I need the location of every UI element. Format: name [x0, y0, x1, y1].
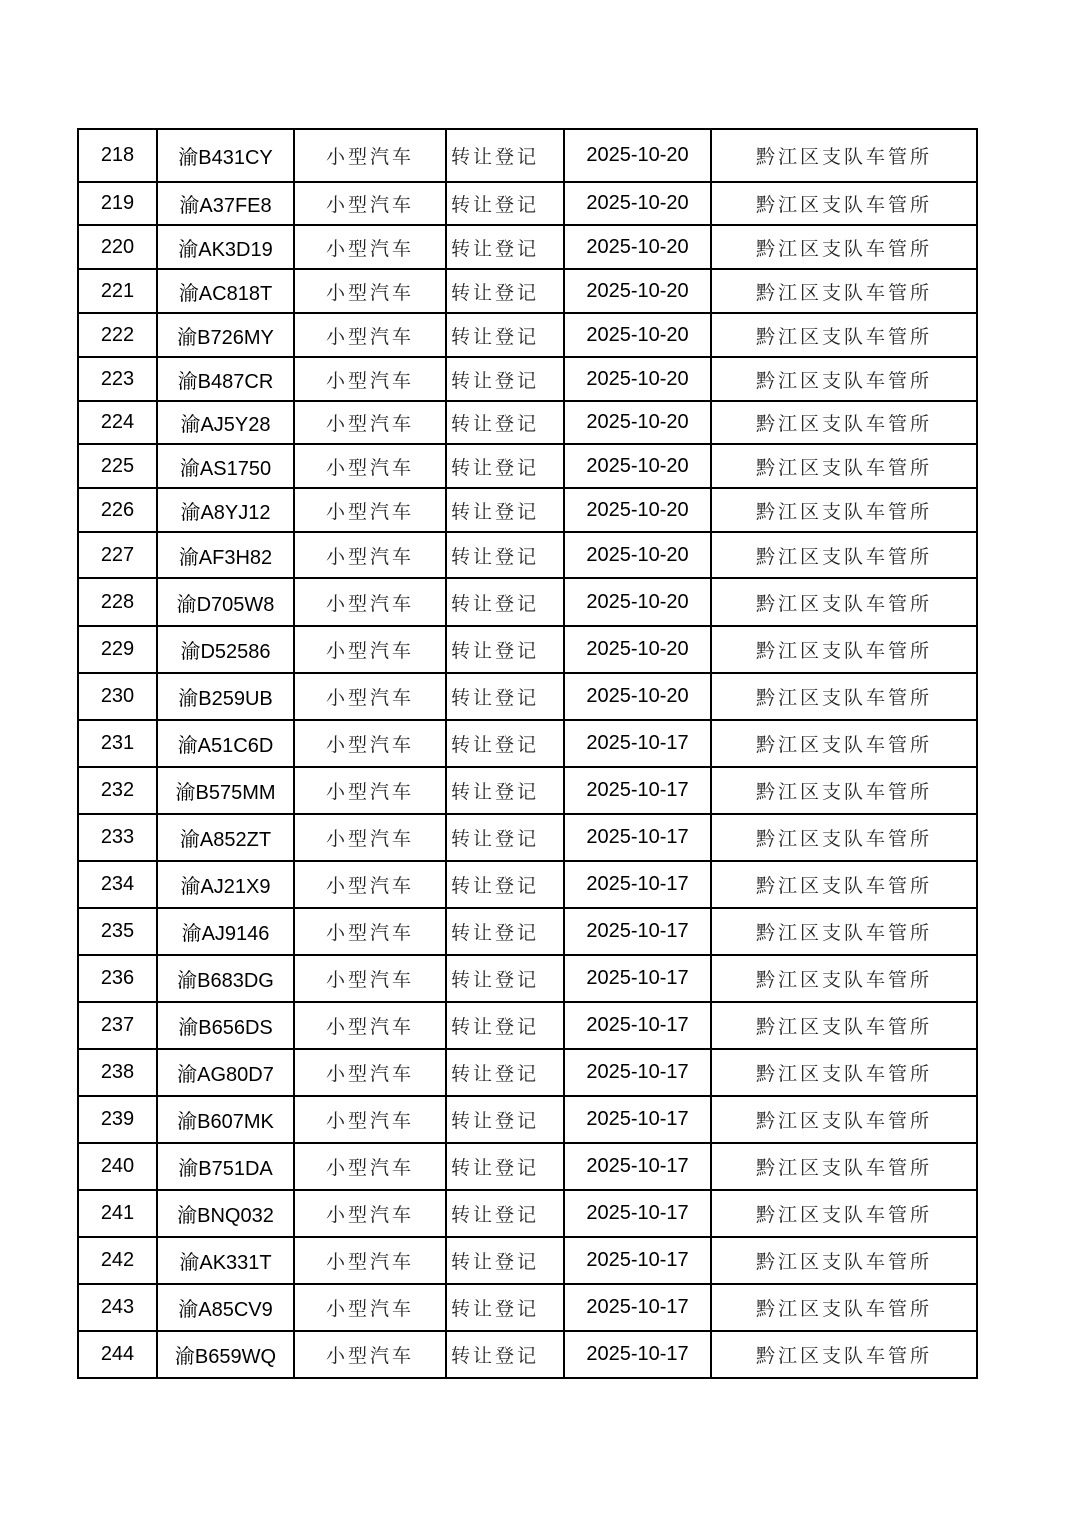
cell-business-type: 转让登记	[446, 861, 564, 908]
table-row	[78, 1096, 977, 1143]
cell-vehicle-type: 小型汽车	[294, 269, 446, 313]
cell-no: 236	[78, 955, 157, 1002]
cell-no: 241	[78, 1190, 157, 1237]
cell-office: 黔江区支队车管所	[711, 225, 977, 269]
cell-vehicle-type: 小型汽车	[294, 1284, 446, 1331]
cell-no: 244	[78, 1331, 157, 1378]
cell-plate: 渝D705W8	[157, 578, 294, 626]
cell-office: 黔江区支队车管所	[711, 532, 977, 578]
cell-plate: 渝B659WQ	[157, 1331, 294, 1378]
table-row	[78, 1049, 977, 1096]
cell-business-type: 转让登记	[446, 1284, 564, 1331]
cell-plate: 渝B607MK	[157, 1096, 294, 1143]
cell-no: 238	[78, 1049, 157, 1096]
table-row	[78, 444, 977, 488]
cell-date: 2025-10-20	[564, 401, 711, 444]
cell-no: 232	[78, 767, 157, 814]
cell-vehicle-type: 小型汽车	[294, 1331, 446, 1378]
cell-vehicle-type: 小型汽车	[294, 488, 446, 532]
cell-date: 2025-10-20	[564, 578, 711, 626]
cell-no: 221	[78, 269, 157, 313]
cell-vehicle-type: 小型汽车	[294, 578, 446, 626]
cell-date: 2025-10-17	[564, 861, 711, 908]
cell-vehicle-type: 小型汽车	[294, 1143, 446, 1190]
cell-no: 229	[78, 626, 157, 673]
cell-business-type: 转让登记	[446, 814, 564, 861]
cell-office: 黔江区支队车管所	[711, 1284, 977, 1331]
cell-office: 黔江区支队车管所	[711, 488, 977, 532]
cell-office: 黔江区支队车管所	[711, 908, 977, 955]
cell-plate: 渝AJ9146	[157, 908, 294, 955]
cell-vehicle-type: 小型汽车	[294, 908, 446, 955]
cell-date: 2025-10-20	[564, 313, 711, 357]
records-table	[77, 128, 978, 1379]
cell-business-type: 转让登记	[446, 673, 564, 720]
cell-vehicle-type: 小型汽车	[294, 1049, 446, 1096]
table-row	[78, 908, 977, 955]
cell-business-type: 转让登记	[446, 1190, 564, 1237]
cell-office: 黔江区支队车管所	[711, 1143, 977, 1190]
cell-no: 224	[78, 401, 157, 444]
cell-date: 2025-10-17	[564, 1331, 711, 1378]
cell-no: 228	[78, 578, 157, 626]
cell-no: 220	[78, 225, 157, 269]
cell-plate: 渝AK3D19	[157, 225, 294, 269]
table-row	[78, 532, 977, 578]
table-row	[78, 225, 977, 269]
cell-plate: 渝B656DS	[157, 1002, 294, 1049]
cell-office: 黔江区支队车管所	[711, 313, 977, 357]
cell-business-type: 转让登记	[446, 129, 564, 182]
table-row	[78, 313, 977, 357]
cell-date: 2025-10-17	[564, 908, 711, 955]
table-row	[78, 357, 977, 401]
cell-office: 黔江区支队车管所	[711, 182, 977, 225]
cell-business-type: 转让登记	[446, 357, 564, 401]
table-row	[78, 1143, 977, 1190]
cell-office: 黔江区支队车管所	[711, 814, 977, 861]
cell-date: 2025-10-17	[564, 955, 711, 1002]
cell-business-type: 转让登记	[446, 532, 564, 578]
cell-date: 2025-10-20	[564, 673, 711, 720]
cell-vehicle-type: 小型汽车	[294, 626, 446, 673]
cell-office: 黔江区支队车管所	[711, 1049, 977, 1096]
cell-office: 黔江区支队车管所	[711, 444, 977, 488]
cell-business-type: 转让登记	[446, 767, 564, 814]
table-row	[78, 1237, 977, 1284]
cell-no: 231	[78, 720, 157, 767]
cell-plate: 渝A8YJ12	[157, 488, 294, 532]
table-row	[78, 488, 977, 532]
table-row	[78, 720, 977, 767]
cell-vehicle-type: 小型汽车	[294, 444, 446, 488]
cell-plate: 渝B726MY	[157, 313, 294, 357]
cell-business-type: 转让登记	[446, 908, 564, 955]
table-row	[78, 767, 977, 814]
cell-date: 2025-10-17	[564, 1284, 711, 1331]
cell-business-type: 转让登记	[446, 182, 564, 225]
cell-plate: 渝A852ZT	[157, 814, 294, 861]
cell-business-type: 转让登记	[446, 1096, 564, 1143]
cell-business-type: 转让登记	[446, 578, 564, 626]
cell-office: 黔江区支队车管所	[711, 1002, 977, 1049]
cell-plate: 渝AC818T	[157, 269, 294, 313]
cell-plate: 渝AS1750	[157, 444, 294, 488]
cell-vehicle-type: 小型汽车	[294, 955, 446, 1002]
cell-business-type: 转让登记	[446, 1331, 564, 1378]
cell-date: 2025-10-20	[564, 488, 711, 532]
cell-date: 2025-10-17	[564, 814, 711, 861]
table-row	[78, 1331, 977, 1378]
cell-business-type: 转让登记	[446, 269, 564, 313]
table-row	[78, 673, 977, 720]
cell-date: 2025-10-17	[564, 767, 711, 814]
cell-no: 243	[78, 1284, 157, 1331]
table-row	[78, 182, 977, 225]
table-row	[78, 401, 977, 444]
cell-office: 黔江区支队车管所	[711, 1096, 977, 1143]
table-row	[78, 626, 977, 673]
cell-plate: 渝A37FE8	[157, 182, 294, 225]
cell-vehicle-type: 小型汽车	[294, 532, 446, 578]
cell-no: 237	[78, 1002, 157, 1049]
cell-office: 黔江区支队车管所	[711, 1190, 977, 1237]
cell-vehicle-type: 小型汽车	[294, 357, 446, 401]
cell-business-type: 转让登记	[446, 955, 564, 1002]
cell-plate: 渝AJ5Y28	[157, 401, 294, 444]
cell-plate: 渝B683DG	[157, 955, 294, 1002]
cell-office: 黔江区支队车管所	[711, 129, 977, 182]
cell-business-type: 转让登记	[446, 444, 564, 488]
cell-business-type: 转让登记	[446, 1002, 564, 1049]
cell-no: 227	[78, 532, 157, 578]
cell-plate: 渝A85CV9	[157, 1284, 294, 1331]
cell-plate: 渝B487CR	[157, 357, 294, 401]
cell-plate: 渝AJ21X9	[157, 861, 294, 908]
cell-no: 222	[78, 313, 157, 357]
cell-vehicle-type: 小型汽车	[294, 129, 446, 182]
cell-plate: 渝B751DA	[157, 1143, 294, 1190]
cell-date: 2025-10-20	[564, 269, 711, 313]
cell-date: 2025-10-20	[564, 626, 711, 673]
cell-plate: 渝D52586	[157, 626, 294, 673]
cell-office: 黔江区支队车管所	[711, 1237, 977, 1284]
table-row	[78, 129, 977, 182]
cell-no: 239	[78, 1096, 157, 1143]
table-row	[78, 578, 977, 626]
cell-business-type: 转让登记	[446, 401, 564, 444]
cell-plate: 渝A51C6D	[157, 720, 294, 767]
cell-office: 黔江区支队车管所	[711, 269, 977, 313]
cell-office: 黔江区支队车管所	[711, 1331, 977, 1378]
cell-vehicle-type: 小型汽车	[294, 182, 446, 225]
cell-business-type: 转让登记	[446, 313, 564, 357]
cell-date: 2025-10-17	[564, 1002, 711, 1049]
cell-business-type: 转让登记	[446, 1143, 564, 1190]
cell-no: 226	[78, 488, 157, 532]
cell-date: 2025-10-17	[564, 1096, 711, 1143]
cell-no: 230	[78, 673, 157, 720]
cell-date: 2025-10-20	[564, 532, 711, 578]
cell-office: 黔江区支队车管所	[711, 578, 977, 626]
cell-plate: 渝BNQ032	[157, 1190, 294, 1237]
cell-no: 235	[78, 908, 157, 955]
cell-date: 2025-10-17	[564, 720, 711, 767]
cell-vehicle-type: 小型汽车	[294, 673, 446, 720]
cell-no: 233	[78, 814, 157, 861]
table-row	[78, 861, 977, 908]
table-row	[78, 1284, 977, 1331]
cell-date: 2025-10-20	[564, 182, 711, 225]
cell-date: 2025-10-17	[564, 1237, 711, 1284]
cell-office: 黔江区支队车管所	[711, 673, 977, 720]
cell-vehicle-type: 小型汽车	[294, 1237, 446, 1284]
cell-business-type: 转让登记	[446, 488, 564, 532]
cell-date: 2025-10-17	[564, 1143, 711, 1190]
table-row	[78, 1190, 977, 1237]
cell-office: 黔江区支队车管所	[711, 626, 977, 673]
cell-plate: 渝B259UB	[157, 673, 294, 720]
cell-business-type: 转让登记	[446, 626, 564, 673]
cell-office: 黔江区支队车管所	[711, 357, 977, 401]
cell-business-type: 转让登记	[446, 225, 564, 269]
cell-plate: 渝AK331T	[157, 1237, 294, 1284]
table-row	[78, 1002, 977, 1049]
cell-office: 黔江区支队车管所	[711, 767, 977, 814]
cell-date: 2025-10-17	[564, 1190, 711, 1237]
cell-no: 240	[78, 1143, 157, 1190]
cell-business-type: 转让登记	[446, 720, 564, 767]
cell-date: 2025-10-20	[564, 225, 711, 269]
table-row	[78, 269, 977, 313]
cell-business-type: 转让登记	[446, 1237, 564, 1284]
cell-no: 242	[78, 1237, 157, 1284]
cell-date: 2025-10-17	[564, 1049, 711, 1096]
cell-no: 218	[78, 129, 157, 182]
cell-date: 2025-10-20	[564, 444, 711, 488]
table-row	[78, 814, 977, 861]
cell-no: 223	[78, 357, 157, 401]
cell-vehicle-type: 小型汽车	[294, 1002, 446, 1049]
cell-no: 234	[78, 861, 157, 908]
cell-vehicle-type: 小型汽车	[294, 720, 446, 767]
cell-office: 黔江区支队车管所	[711, 955, 977, 1002]
records-body	[78, 129, 977, 1378]
cell-plate: 渝AG80D7	[157, 1049, 294, 1096]
cell-vehicle-type: 小型汽车	[294, 313, 446, 357]
table-row	[78, 955, 977, 1002]
cell-vehicle-type: 小型汽车	[294, 1190, 446, 1237]
cell-vehicle-type: 小型汽车	[294, 401, 446, 444]
cell-vehicle-type: 小型汽车	[294, 767, 446, 814]
cell-business-type: 转让登记	[446, 1049, 564, 1096]
cell-office: 黔江区支队车管所	[711, 401, 977, 444]
cell-no: 219	[78, 182, 157, 225]
cell-plate: 渝B575MM	[157, 767, 294, 814]
cell-vehicle-type: 小型汽车	[294, 225, 446, 269]
cell-date: 2025-10-20	[564, 357, 711, 401]
cell-vehicle-type: 小型汽车	[294, 1096, 446, 1143]
cell-no: 225	[78, 444, 157, 488]
cell-vehicle-type: 小型汽车	[294, 861, 446, 908]
cell-office: 黔江区支队车管所	[711, 861, 977, 908]
cell-plate: 渝AF3H82	[157, 532, 294, 578]
cell-plate: 渝B431CY	[157, 129, 294, 182]
cell-office: 黔江区支队车管所	[711, 720, 977, 767]
cell-vehicle-type: 小型汽车	[294, 814, 446, 861]
cell-date: 2025-10-20	[564, 129, 711, 182]
